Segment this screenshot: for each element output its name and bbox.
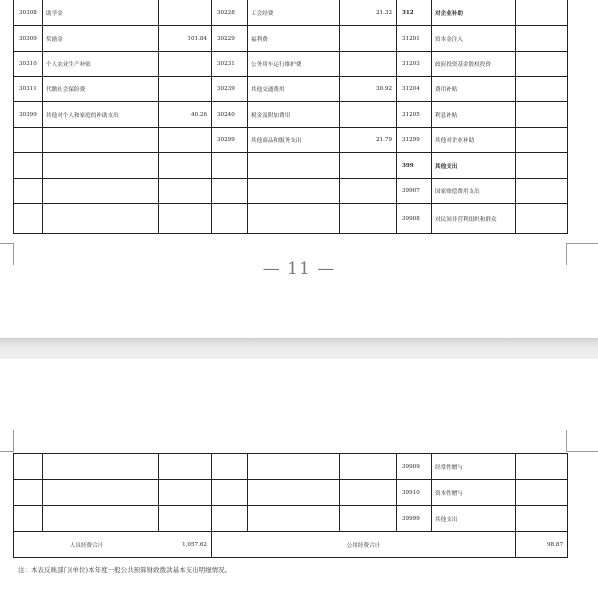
table-cell: 税金及附加费用	[248, 102, 340, 128]
table-cell	[248, 480, 340, 506]
table-cell	[516, 52, 568, 77]
table-cell: 个人农业生产补贴	[43, 52, 159, 77]
table-cell	[43, 204, 159, 234]
table-cell: 利息补贴	[432, 102, 516, 128]
table-cell: 30299	[212, 128, 248, 153]
table-cell: 公务用车运行维护费	[248, 52, 340, 77]
table-cell: 资本性赠与	[432, 480, 516, 506]
table-cell: 福利费	[248, 26, 340, 52]
personnel-total-label: 人员经费合计	[69, 542, 104, 549]
table-row	[14, 128, 568, 153]
crop-mark	[0, 243, 14, 244]
table-cell	[248, 153, 340, 179]
table-cell: 30310	[14, 52, 43, 77]
table-cell	[43, 179, 159, 204]
table-cell	[159, 480, 212, 506]
table-cell	[159, 204, 212, 234]
table-cell: 经常性赠与	[432, 454, 516, 480]
table-cell: 31299	[397, 128, 432, 153]
table-cell: 费用补贴	[432, 77, 516, 102]
table-cell	[340, 153, 397, 179]
table-cell: 39910	[397, 480, 432, 506]
table-cell	[212, 153, 248, 179]
personnel-total-cell	[14, 532, 212, 558]
table-cell	[14, 128, 43, 153]
table-cell: 其他商品和服务支出	[248, 128, 340, 153]
public-total-value: 98.87	[516, 532, 568, 558]
crop-mark	[13, 430, 14, 452]
table-cell: 30309	[14, 26, 43, 52]
table-cell	[340, 480, 397, 506]
table-cell: 30228	[212, 0, 248, 26]
table-cell	[14, 480, 43, 506]
personnel-total-value: 1,057.62	[182, 541, 207, 548]
table-row	[14, 0, 568, 26]
table-cell: 31201	[397, 26, 432, 52]
table-cell	[159, 179, 212, 204]
document-page-2	[0, 359, 598, 589]
table-cell: 399	[397, 153, 432, 179]
totals-row	[14, 532, 568, 558]
table-cell	[43, 128, 159, 153]
table-cell: 代缴社会保险费	[43, 77, 159, 102]
table-cell: 21.79	[340, 128, 397, 153]
table-cell	[340, 506, 397, 532]
table-cell	[159, 0, 212, 26]
table-cell: 31204	[397, 77, 432, 102]
table-cell: 40.26	[159, 102, 212, 128]
table-cell	[14, 153, 43, 179]
table-cell	[248, 179, 340, 204]
table-cell: 30239	[212, 77, 248, 102]
table-cell	[340, 204, 397, 234]
table-cell	[516, 153, 568, 179]
table-cell: 其他对企业补助	[432, 128, 516, 153]
table-cell: 其他交通费用	[248, 77, 340, 102]
table-cell	[248, 454, 340, 480]
table-cell: 工会经费	[248, 0, 340, 26]
table-cell	[516, 26, 568, 52]
table-cell: 政府投资基金股权投资	[432, 52, 516, 77]
table-cell: 其他对个人和家庭的补助支出	[43, 102, 159, 128]
table-cell	[159, 506, 212, 532]
table-cell: 其他支出	[432, 506, 516, 532]
table-cell	[516, 179, 568, 204]
table-cell	[340, 102, 397, 128]
table-cell	[340, 179, 397, 204]
table-cell	[212, 454, 248, 480]
table-cell	[14, 506, 43, 532]
table-row	[14, 454, 568, 480]
table-cell: 39999	[397, 506, 432, 532]
table-cell: 其他支出	[432, 153, 516, 179]
table-cell: 对民间非营利组织和群众	[432, 204, 516, 234]
table-cell: 30399	[14, 102, 43, 128]
table-cell: 奖励金	[43, 26, 159, 52]
table-row	[14, 204, 568, 234]
table-cell	[14, 204, 43, 234]
table-cell	[159, 128, 212, 153]
table-cell	[14, 454, 43, 480]
table-row	[14, 506, 568, 532]
table-cell	[159, 153, 212, 179]
table-cell	[43, 480, 159, 506]
table-cell	[248, 204, 340, 234]
table-cell: 39907	[397, 179, 432, 204]
table-cell: 30.92	[340, 77, 397, 102]
table-cell: 101.84	[159, 26, 212, 52]
table-cell	[340, 52, 397, 77]
table-cell	[43, 153, 159, 179]
table-cell	[248, 506, 340, 532]
page-separator	[0, 338, 598, 360]
table-cell	[43, 454, 159, 480]
crop-mark	[566, 430, 567, 452]
page-number: — 11 —	[262, 259, 336, 279]
table-cell	[212, 204, 248, 234]
table-row	[14, 179, 568, 204]
table-cell	[159, 77, 212, 102]
table-cell	[516, 506, 568, 532]
table-cell: 国家赔偿费用支出	[432, 179, 516, 204]
table-cell: 21.32	[340, 0, 397, 26]
table-cell	[516, 0, 568, 26]
table-cell	[159, 454, 212, 480]
table-cell	[516, 128, 568, 153]
table-cell	[340, 454, 397, 480]
table-cell	[340, 26, 397, 52]
table-row	[14, 77, 568, 102]
table-cell	[516, 204, 568, 234]
basic-expenditure-table-end	[13, 453, 568, 558]
table-cell	[212, 480, 248, 506]
public-total-label: 公用经费合计	[212, 532, 516, 558]
crop-mark	[566, 451, 598, 452]
table-row	[14, 26, 568, 52]
table-cell	[159, 52, 212, 77]
table-cell: 资本金注入	[432, 26, 516, 52]
table-row	[14, 153, 568, 179]
table-cell: 30308	[14, 0, 43, 26]
table-row	[14, 52, 568, 77]
table-cell: 39908	[397, 204, 432, 234]
table-cell: 312	[397, 0, 432, 26]
crop-mark	[0, 451, 14, 452]
table-cell	[43, 506, 159, 532]
table-cell	[212, 179, 248, 204]
table-cell: 30240	[212, 102, 248, 128]
table-cell	[516, 77, 568, 102]
table-cell: 31203	[397, 52, 432, 77]
table-cell: 对企业补助	[432, 0, 516, 26]
table-cell: 30229	[212, 26, 248, 52]
table-row	[14, 480, 568, 506]
table-row	[14, 102, 568, 128]
table-cell	[14, 179, 43, 204]
basic-expenditure-table-continued	[13, 0, 568, 234]
table-cell: 39909	[397, 454, 432, 480]
table-cell: 30311	[14, 77, 43, 102]
table-cell: 30231	[212, 52, 248, 77]
crop-mark	[566, 243, 598, 244]
table-cell	[516, 480, 568, 506]
table-cell: 31205	[397, 102, 432, 128]
table-cell	[516, 454, 568, 480]
table-cell	[212, 506, 248, 532]
table-cell	[516, 102, 568, 128]
table-footnote: 注：本表反映部门(单位)本年度一般公共预算财政拨款基本支出明细情况。	[18, 566, 232, 574]
table-cell: 助学金	[43, 0, 159, 26]
